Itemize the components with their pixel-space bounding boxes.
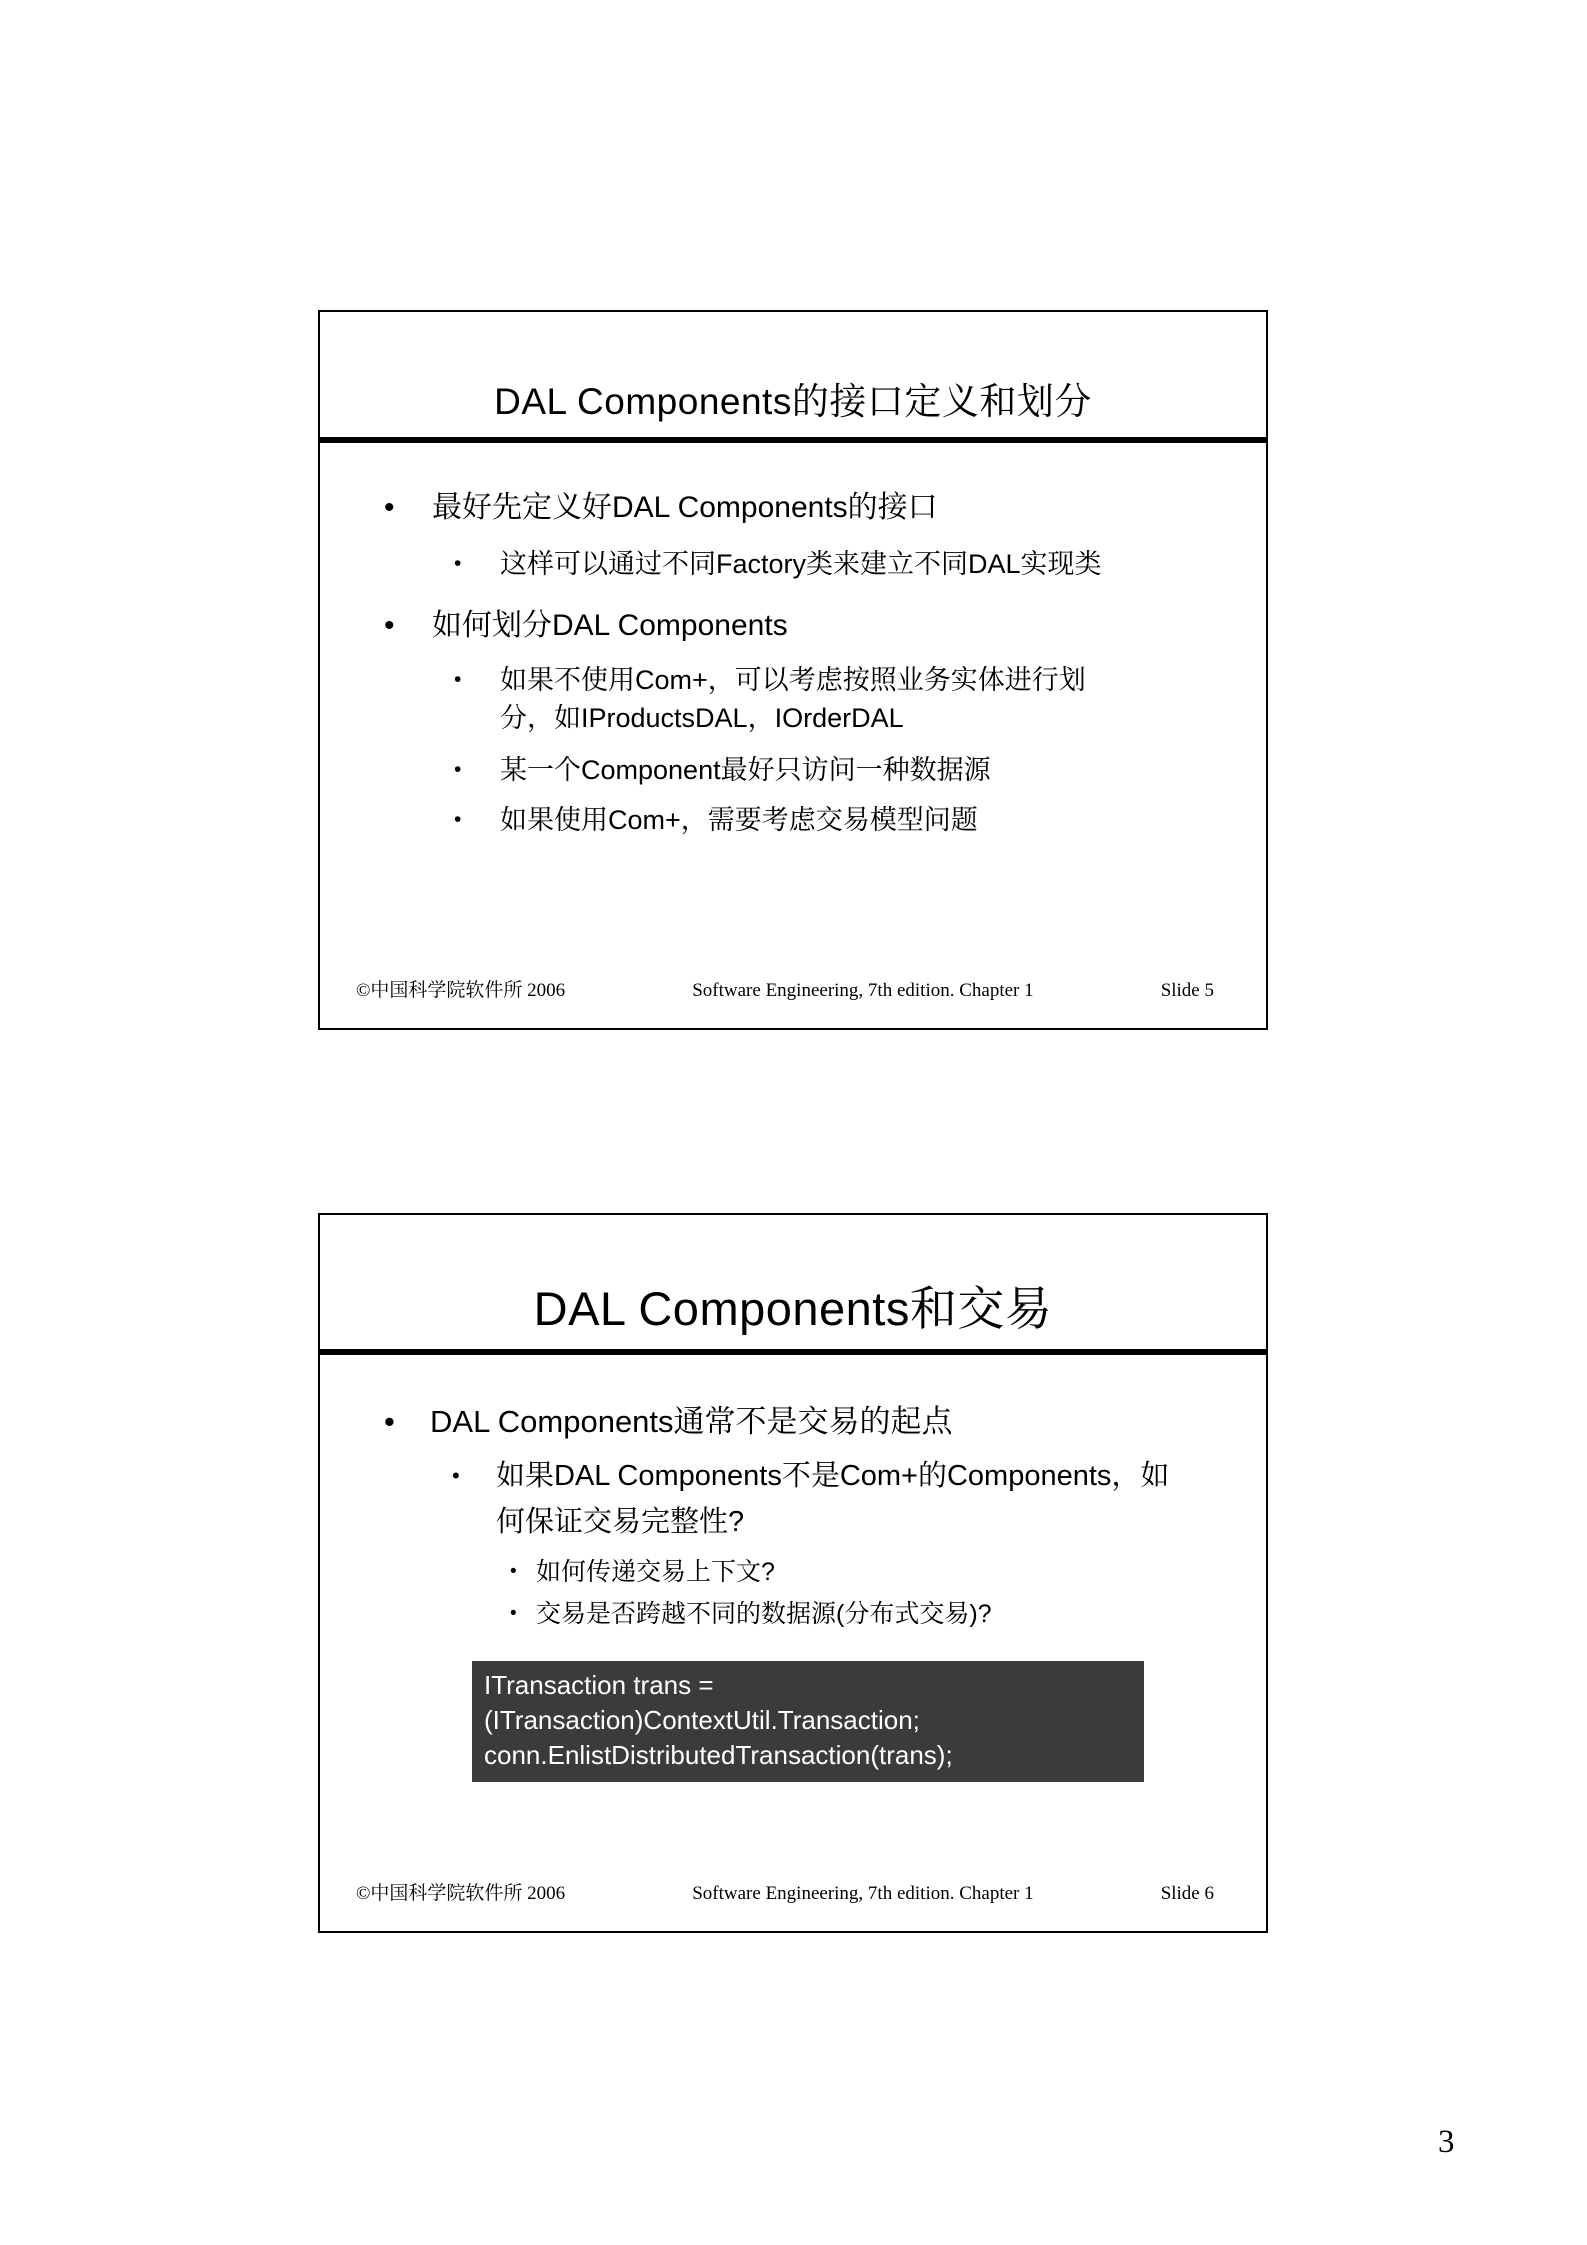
code-line: conn.EnlistDistributedTransaction(trans);	[484, 1740, 953, 1770]
footer-slide-number: Slide 6	[1160, 1883, 1214, 1904]
bullet-text: 交易是否跨越不同的数据源(分布式交易)?	[536, 1600, 992, 1628]
slide-5-title: DAL Components的接口定义和划分	[494, 381, 1092, 422]
bullet-dot: •	[454, 758, 462, 781]
page-number: 3	[1438, 2124, 1455, 2160]
bullet-text: 如果DAL Components不是Com+的Components，如何保证交易完整性?	[496, 1460, 1170, 1538]
bullet-text: 最好先定义好DAL Components的接口	[432, 491, 938, 524]
slide-5	[318, 310, 1268, 1030]
bullet-dot: •	[454, 668, 462, 691]
bullet-text: 如何传递交易上下文?	[536, 1558, 775, 1586]
footer-slide-number: Slide 5	[1160, 980, 1214, 1001]
slide-6-title: DAL Components和交易	[533, 1282, 1053, 1335]
bullet-dot: •	[454, 808, 462, 831]
bullet-item	[384, 487, 1236, 529]
slide-5-title-bar	[320, 312, 1266, 443]
bullet-text: 某一个Component最好只访问一种数据源	[500, 755, 991, 785]
bullet-item	[454, 751, 1236, 789]
bullet-text: 这样可以通过不同Factory类来建立不同DAL实现类	[500, 549, 1102, 579]
slide-6-footer	[320, 1878, 1266, 1905]
bullet-item	[384, 605, 1236, 647]
footer-copyright: ©中国科学院软件所 2006	[356, 980, 566, 1001]
bullet-item	[454, 661, 1236, 737]
bullet-item	[510, 1597, 1236, 1631]
bullet-item	[452, 1453, 1236, 1545]
bullet-dot: •	[510, 1561, 517, 1582]
slide-5-footer	[320, 975, 1266, 1002]
footer-course-title: Software Engineering, 7th edition. Chapter 1	[692, 1883, 1034, 1904]
bullet-dot: •	[454, 552, 462, 575]
bullet-dot: •	[384, 491, 395, 524]
bullet-item	[454, 801, 1236, 839]
code-snippet	[472, 1661, 1144, 1782]
slide-5-body	[320, 443, 1266, 1028]
bullet-item	[454, 545, 1236, 583]
bullet-text: DAL Components通常不是交易的起点	[430, 1404, 953, 1439]
bullet-dot: •	[384, 1404, 395, 1439]
bullet-text: 如何划分DAL Components	[432, 609, 788, 642]
bullet-dot: •	[452, 1463, 460, 1488]
bullet-dot: •	[510, 1603, 517, 1624]
bullet-item	[510, 1555, 1236, 1589]
slide-6-body	[320, 1355, 1266, 1931]
bullet-item	[384, 1401, 1236, 1443]
bullet-text: 如果使用Com+，需要考虑交易模型问题	[500, 805, 978, 835]
slide-6	[318, 1213, 1268, 1933]
slide-6-title-bar	[320, 1215, 1266, 1355]
footer-course-title: Software Engineering, 7th edition. Chapter 1	[692, 980, 1034, 1001]
bullet-text: 如果不使用Com+，可以考虑按照业务实体进行划分，如IProductsDAL，IOrderDAL	[500, 665, 1086, 733]
bullet-dot: •	[384, 609, 395, 642]
code-line: ITransaction trans = (ITransaction)ContextUtil.Transaction;	[484, 1670, 920, 1735]
footer-copyright: ©中国科学院软件所 2006	[356, 1883, 566, 1904]
